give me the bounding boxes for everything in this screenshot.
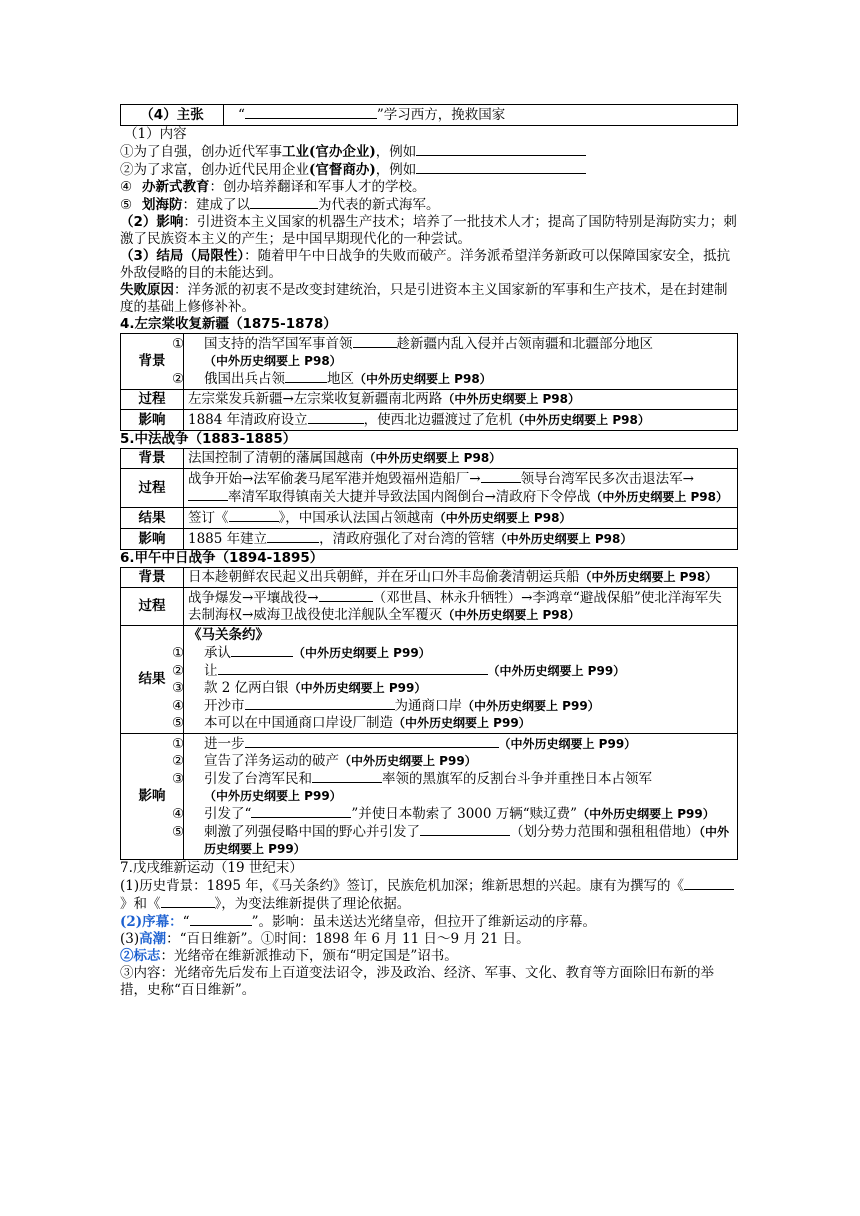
blank bbox=[319, 589, 373, 602]
blank bbox=[312, 770, 382, 783]
reform-background: (1)历史背景：1895 年，《马关条约》签订，民族危机加深；维新思想的兴起。康有为撰写的《》和《 》，为变法维新提供了理论依据。 bbox=[120, 877, 738, 913]
blank bbox=[161, 895, 215, 908]
blank bbox=[245, 106, 377, 119]
row-label: 过程 bbox=[121, 469, 184, 508]
row-cell: 战争爆发→平壤战役→ （邓世昌、林永升牺牲）→李鸿章“避战保船”使北洋海军失去制海权→威海卫战役使北洋舰队全军覆灭（中外历史纲要上 P98） bbox=[184, 588, 738, 626]
proposal-pre: “ bbox=[238, 107, 245, 123]
result-paragraph: （3）结局（局限性）：随着甲午中日战争的失败而破产。洋务派希望洋务新政可以保障国家安全，抵抗外敌侵略的目的未能达到。 bbox=[120, 248, 731, 281]
row-cell: ① 国支持的浩罕国军事首领 趁新疆内乱入侵并占领南疆和北疆部分地区 （中外历史纲要上 P98） ② 俄国出兵占领 地区（中外历史纲要上 P98） bbox=[184, 334, 738, 390]
blank bbox=[188, 488, 228, 501]
document bbox=[120, 104, 738, 999]
section-4-title: 4.左宗棠收复新疆（1875-1878） bbox=[120, 316, 337, 332]
row-cell: 1884 年清政府设立 ，使西北边疆渡过了危机（中外历史纲要上 P98） bbox=[184, 410, 738, 431]
yangwu-section bbox=[120, 126, 738, 316]
sino-japanese-table bbox=[120, 567, 738, 860]
row-label: 影响 bbox=[121, 529, 184, 550]
blank bbox=[251, 805, 351, 818]
row-label: 影响 bbox=[121, 410, 184, 431]
reform-content: ③内容：光绪帝先后发布上百道变法诏令，涉及政治、经济、军事、文化、教育等方面除旧布新的举措，史称“百日维新”。 bbox=[120, 965, 714, 998]
blank bbox=[218, 662, 488, 675]
row-cell: 《马关条约》 ① 承认 （中外历史纲要上 P99） ② 让 （中外历史纲要上 P99） ③ 款 2 亿两白银（中外历史纲要上 P99） ④ 开沙市 为通商口岸（中外历史纲要上 P99） ⑤ 本可以在中国通商口岸设厂制造（中外历史纲要上 P99） bbox=[184, 626, 738, 734]
section-7-title: 7.戊戌维新运动（19 世纪末） bbox=[120, 860, 303, 876]
row-label: 过程 bbox=[121, 390, 184, 410]
blank bbox=[420, 823, 510, 836]
row-cell: 日本趁朝鲜农民起义出兵朝鲜，并在牙山口外丰岛偷袭清朝运兵船（中外历史纲要上 P98） bbox=[184, 568, 738, 588]
blank bbox=[245, 735, 499, 748]
content-item-3: ④ 办新式教育：创办培养翻译和军事人才的学校。 bbox=[120, 179, 426, 195]
row-label: 过程 bbox=[121, 588, 184, 626]
reform-section bbox=[120, 860, 738, 999]
blank bbox=[684, 877, 734, 890]
section-6-title: 6.甲午中日战争（1894-1895） bbox=[120, 550, 324, 566]
row-cell: 战争开始→法军偷袭马尾军港并炮毁福州造船厂→ 领导台湾军民多次击退法军→率清军取得镇南关大捷并导致法国内阁倒台→清政府下令停战（中外历史纲要上 P98） bbox=[184, 469, 738, 508]
blank bbox=[250, 196, 318, 209]
treaty-name: 《马关条约》 bbox=[188, 627, 269, 643]
blank bbox=[416, 143, 586, 156]
row-cell: 左宗棠发兵新疆→左宗棠收复新疆南北两路（中外历史纲要上 P98） bbox=[184, 390, 738, 410]
row-cell: ① 进一步 （中外历史纲要上 P99） ② 宣告了洋务运动的破产（中外历史纲要上 P99） ③ 引发了台湾军民和 率领的黑旗军的反割台斗争并重挫日本占领军 （中外历史纲要上 P99） ④ 引发了“ ”并使日本勒索了 3000 万辆“赎辽费”（中外历史纲要上 P99） ⑤ 刺激了列强侵略中国的野心并引发了 （划分势力范围和强租租借地）（中外历史纲要上 P99） bbox=[184, 734, 738, 860]
row-label: 背景 bbox=[121, 334, 184, 390]
row-label: 背景 bbox=[121, 449, 184, 469]
reform-sign: ②标志：光绪帝在维新派推动下，颁布“明定国是”诏书。 bbox=[120, 948, 458, 964]
blank bbox=[267, 530, 319, 543]
blank bbox=[190, 913, 252, 926]
blank bbox=[245, 697, 395, 710]
content-item-1: ①为了自强，创办近代军事工业(官办企业)，例如 bbox=[120, 143, 738, 161]
fail-paragraph: 失败原因：洋务派的初衷不是改变封建统治，只是引进资本主义国家新的军事和生产技术，是在封建制度的基础上修修补补。 bbox=[120, 282, 728, 315]
blank bbox=[308, 411, 364, 424]
blank bbox=[416, 161, 586, 174]
content-heading: （1）内容 bbox=[124, 126, 187, 142]
content-item-4: ⑤ 划海防：建成了以 为代表的新式海军。 bbox=[120, 197, 440, 213]
sino-french-table bbox=[120, 448, 738, 550]
row-label: 结果 bbox=[121, 626, 184, 734]
row-cell: 1885 年建立 ，清政府强化了对台湾的管辖（中外历史纲要上 P98） bbox=[184, 529, 738, 550]
content-item-2: ②为了求富，创办近代民用企业(官督商办)，例如 bbox=[120, 161, 738, 179]
xinjiang-table bbox=[120, 333, 738, 431]
reform-prelude: (2)序幕：“ ”。影响：虽未送达光绪皇帝，但拉开了维新运动的序幕。 bbox=[120, 914, 596, 930]
proposal-label: （4）主张 bbox=[121, 105, 224, 126]
proposal-post: ”学习西方，挽救国家 bbox=[376, 107, 506, 123]
blank bbox=[481, 470, 521, 483]
row-label: 背景 bbox=[121, 568, 184, 588]
proposal-cell bbox=[224, 105, 738, 126]
blank bbox=[353, 335, 397, 348]
blank bbox=[229, 509, 279, 522]
impact-paragraph: （2）影响：引进资本主义国家的机器生产技术；培养了一批技术人才；提高了国防特别是海防实力；刺激了民族资本主义的产生；是中国早期现代化的一种尝试。 bbox=[120, 214, 737, 247]
row-cell: 签订《 》，中国承认法国占领越南（中外历史纲要上 P98） bbox=[184, 508, 738, 529]
blank bbox=[285, 370, 327, 383]
row-label: 结果 bbox=[121, 508, 184, 529]
blank bbox=[231, 644, 293, 657]
row-cell: 法国控制了清朝的藩属国越南（中外历史纲要上 P98） bbox=[184, 449, 738, 469]
reform-climax: (3)高潮：“百日维新”。①时间：1898 年 6 月 11 日～9 月 21 日。 bbox=[120, 931, 530, 947]
section-5-title: 5.中法战争（1883-1885） bbox=[120, 431, 297, 447]
proposal-table bbox=[120, 104, 738, 126]
row-label: 影响 bbox=[121, 734, 184, 860]
